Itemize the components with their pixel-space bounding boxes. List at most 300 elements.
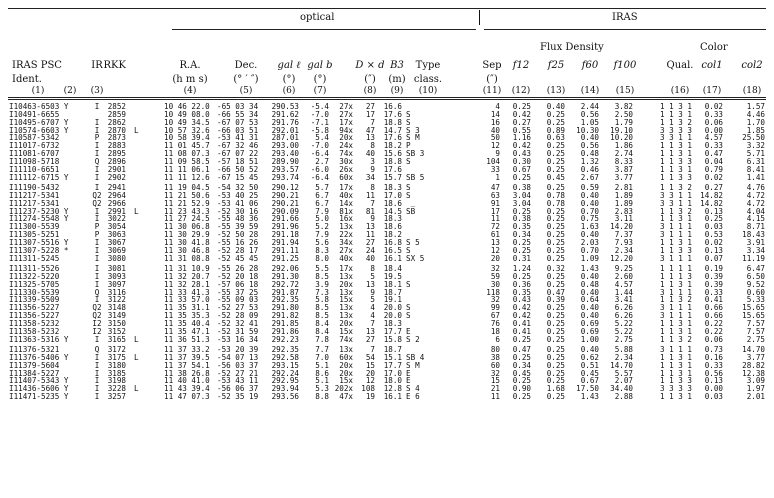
cell-f12: 0.90: [512, 384, 531, 394]
cell-diameter-minor: 27: [365, 334, 375, 344]
cell-ra: 11 32 20.7: [164, 271, 210, 281]
cell-f25: 0.25: [546, 141, 565, 151]
cell-f12: 0.25: [512, 206, 531, 216]
column-units-dxd: (″): [364, 74, 376, 85]
cell-col2: 11.19: [742, 253, 765, 263]
cell-diameter-major: 94x: [339, 125, 353, 135]
cell-b3-mag: 18.3: [383, 183, 402, 192]
cell-f25: 0.39: [546, 295, 565, 305]
column-header-ra: R.A.: [179, 60, 201, 71]
cell-type-class: SX 5: [406, 253, 425, 263]
cell-separation: 12: [490, 141, 500, 151]
cell-f100: 3.87: [614, 164, 633, 174]
cell-type-class: E: [406, 368, 411, 378]
cell-col1: 14.82: [700, 198, 723, 208]
cell-f100: 12.20: [610, 253, 633, 263]
cell-iras-ident: I11407-5343 Y: [9, 376, 69, 386]
cell-f60: 0.40: [580, 230, 599, 240]
cell-diameter-major: 13x: [339, 311, 353, 321]
cell-diameter-minor: 7: [370, 345, 375, 354]
cell-f60: 0.40: [580, 311, 599, 321]
cell-separation: 99: [490, 303, 500, 313]
cell-quality: 3 1 1 1: [660, 345, 693, 354]
cell-diameter-minor: 13: [365, 222, 375, 232]
cell-separation: 12: [490, 245, 500, 255]
column-number: (4): [183, 86, 197, 96]
cell-diameter-major: 24x: [339, 141, 353, 151]
cell-type-class: S 2: [406, 334, 420, 344]
cell-quality: 1 1 1 1: [660, 264, 693, 273]
cell-b3-mag: 15.8: [383, 334, 402, 344]
cell-quality: 1 1 1 3: [660, 271, 693, 281]
cell-diameter-minor: 54: [365, 352, 375, 362]
cell-iras-ident: I11081-6707: [9, 149, 60, 159]
cell-rkk-number: 2870: [107, 125, 126, 135]
cell-b3-mag: 17.0: [383, 368, 402, 378]
cell-ir-class: I: [94, 214, 100, 224]
cell-gal-l: 292.24: [271, 368, 299, 378]
cell-gal-b: -7.0: [310, 141, 329, 151]
cell-ir-class: I: [94, 295, 100, 305]
cell-gal-l: 290.53: [271, 102, 299, 111]
cell-b3-mag: 14.5: [383, 206, 402, 216]
cell-quality: 1 1 3 1: [660, 109, 693, 119]
cell-col2: 28.82: [742, 360, 765, 370]
column-units-b3: (m): [388, 74, 406, 85]
cell-col1: 0.03: [704, 392, 723, 402]
cell-f100: 5.22: [614, 318, 633, 328]
column-number: (11): [482, 86, 502, 96]
cell-b3-mag: 17.6: [383, 109, 402, 119]
cell-f25: 1.68: [546, 384, 565, 394]
cell-dec: -53 16 34: [217, 334, 259, 344]
cell-type-class: SB 5: [406, 172, 425, 182]
cell-ra: 11 43 39.4: [164, 384, 210, 394]
cell-rkk-number: 2966: [107, 198, 126, 208]
cell-type-class: SB̅: [406, 206, 416, 216]
cell-dec: -56 06 37: [217, 384, 259, 394]
cell-diameter-minor: 27: [365, 237, 375, 247]
column-number: (1): [31, 86, 45, 96]
cell-f12: 0.42: [512, 303, 531, 313]
cell-f60: 0.40: [580, 303, 599, 313]
cell-rkk-number: 2964: [107, 190, 126, 200]
cell-gal-b: 6.7: [315, 190, 329, 200]
cell-quality: 1 1 3 1: [660, 318, 693, 328]
cell-gal-b: -5.8: [310, 125, 329, 135]
cell-diameter-minor: 7: [370, 318, 375, 328]
cell-b3-mag: 18.0: [383, 376, 402, 386]
cell-f12: 0.35: [512, 222, 531, 232]
cell-dec: -55 39 59: [217, 222, 259, 232]
cell-separation: 32: [490, 295, 500, 305]
cell-separation: 104: [486, 156, 500, 166]
cell-gal-l: 292.35: [271, 345, 299, 354]
cell-dec: -56 03 37: [217, 360, 259, 370]
cell-f100: 14.20: [610, 222, 633, 232]
cell-f60: 1.32: [580, 156, 599, 166]
cell-col2: 3.34: [746, 245, 765, 255]
cell-gal-b: -6.4: [310, 172, 329, 182]
cell-col2: 1.85: [746, 125, 765, 135]
cell-dec: -54 32 50: [217, 183, 259, 192]
cell-col2: 4.04: [746, 206, 765, 216]
cell-f12: 0.25: [512, 334, 531, 344]
cell-iras-ident: I11311-5245: [9, 253, 60, 263]
cell-diameter-minor: 4: [370, 303, 375, 313]
cell-ra: 11 47 07.3: [164, 392, 210, 402]
cell-f12: 0.34: [512, 230, 531, 240]
cell-separation: 17: [490, 206, 500, 216]
cell-col2: 0.60: [746, 287, 765, 297]
cell-b3-mag: 20.0: [383, 311, 402, 321]
cell-f100: 3.41: [614, 295, 633, 305]
cell-ra: 11 32 28.1: [164, 279, 210, 289]
cell-quality: 1 1 3 1: [660, 279, 693, 289]
cell-f25: 0.25: [546, 279, 565, 289]
cell-diameter-minor: 7: [370, 117, 375, 127]
cell-col1: 0.07: [704, 253, 723, 263]
cell-f60: 0.75: [580, 214, 599, 224]
cell-ra: 11 11 12.6: [164, 172, 210, 182]
cell-type-class: S M: [406, 360, 420, 370]
cell-f12: 0.31: [512, 253, 531, 263]
cell-separation: 47: [490, 183, 500, 192]
cell-gal-l: 291.62: [271, 109, 299, 119]
cell-f12: 1.24: [512, 264, 531, 273]
cell-b3-mag: 15.7: [383, 172, 402, 182]
cell-diameter-minor: 15: [365, 360, 375, 370]
cell-diameter-minor: 5: [370, 271, 375, 281]
cell-ra: 11 31 08.8: [164, 253, 210, 263]
cell-col1: 0.73: [704, 345, 723, 354]
flux-density-header: Flux Density: [540, 42, 604, 53]
cell-iras-ident: I11112-6715 Y: [9, 172, 69, 182]
cell-rkk-number: 3022: [107, 214, 126, 224]
cell-diameter-major: 40x: [339, 190, 353, 200]
cell-gal-b: 7.0: [315, 352, 329, 362]
cell-iras-ident: I11017-6732: [9, 141, 60, 151]
cell-ra: 11 35 47.1: [164, 326, 210, 336]
cell-separation: 67: [490, 311, 500, 321]
cell-quality: 1 1 3 2: [660, 117, 693, 127]
cell-iras-ident: I11376-5321: [9, 345, 60, 354]
cell-gal-b: 8.0: [315, 253, 329, 263]
cell-ir-class: Q2: [92, 303, 102, 313]
cell-b3-mag: 18.7: [383, 345, 402, 354]
cell-col2: 7.57: [746, 326, 765, 336]
cell-ra: 11 30 41.8: [164, 237, 210, 247]
cell-col1: 0.53: [704, 230, 723, 240]
cell-separation: 40: [490, 125, 500, 135]
cell-gal-b: 8.6: [315, 368, 329, 378]
cell-b3-mag: 18.4: [383, 264, 402, 273]
optical-group-rule: [172, 29, 476, 30]
cell-gal-l: 291.87: [271, 287, 299, 297]
cell-dec: -52 27 21: [217, 368, 259, 378]
cell-col1: 0.79: [704, 164, 723, 174]
cell-dec: -53 20 39: [217, 345, 259, 354]
cell-iras-ident: I11217-5341: [9, 198, 60, 208]
cell-diameter-minor: 8: [370, 141, 375, 151]
cell-f25: 0.25: [546, 326, 565, 336]
cell-gal-l: 293.57: [271, 164, 299, 174]
cell-gal-l: 291.96: [271, 222, 299, 232]
cell-f12: 0.42: [512, 311, 531, 321]
cell-col1: 0.33: [704, 360, 723, 370]
cell-col2: 12.38: [742, 368, 765, 378]
cell-dec: -52 32 41: [217, 318, 259, 328]
cell-ir-class: I2: [92, 326, 102, 336]
cell-f25: 0.25: [546, 253, 565, 263]
cell-iras-ident: I11356-5227: [9, 303, 60, 313]
cell-gal-b: 6.7: [315, 198, 329, 208]
cell-gal-b: 8.5: [315, 271, 329, 281]
cell-b3-mag: 12.8: [383, 384, 402, 394]
cell-dec: -53 40 25: [217, 190, 259, 200]
cell-ir-class: Q2: [92, 311, 102, 321]
cell-gal-l: 292.23: [271, 334, 299, 344]
column-header-f12: f12: [512, 60, 530, 71]
cell-col2: 6.31: [746, 156, 765, 166]
cell-rkk-number: 3054: [107, 222, 126, 232]
cell-f60: 2.67: [580, 172, 599, 182]
cell-gal-l: 291.80: [271, 303, 299, 313]
cell-separation: 38: [490, 352, 500, 362]
cell-quality: 3 3 1 1: [660, 190, 693, 200]
cell-col2: 3.32: [746, 141, 765, 151]
cell-separation: 18: [490, 326, 500, 336]
cell-type-class: S: [406, 311, 411, 321]
cell-gal-l: 287.01: [271, 133, 299, 143]
cell-separation: 21: [490, 384, 500, 394]
cell-l-flag: L: [134, 384, 139, 394]
cell-ra: 11 40 41.0: [164, 376, 210, 386]
cell-iras-ident: I11339-5509: [9, 295, 60, 305]
cell-f12: 0.25: [512, 352, 531, 362]
cell-col1: 4.57: [704, 133, 723, 143]
cell-f25: 0.25: [546, 230, 565, 240]
cell-dec: -55 48 36: [217, 214, 259, 224]
cell-col2: 8.41: [746, 164, 765, 174]
cell-f100: 10.20: [610, 133, 633, 143]
cell-rkk-number: 3257: [107, 392, 126, 402]
cell-ir-class: I: [94, 392, 100, 402]
cell-col2: 25.50: [742, 133, 765, 143]
cell-diameter-minor: 40: [365, 149, 375, 159]
cell-ir-class: I: [94, 141, 100, 151]
cell-gal-l: 291.30: [271, 271, 299, 281]
cell-f100: 5.88: [614, 345, 633, 354]
cell-col2: 15.65: [742, 303, 765, 313]
cell-col2: 4.76: [746, 183, 765, 192]
cell-col2: 1.70: [746, 117, 765, 127]
column-number: (7): [313, 86, 327, 96]
cell-l-flag: L: [134, 125, 139, 135]
cell-dec: -57 06 18: [217, 279, 259, 289]
cell-rkk-number: 3116: [107, 287, 126, 297]
cell-col2: 18.43: [742, 230, 765, 240]
cell-f25: 0.25: [546, 334, 565, 344]
cell-rkk-number: 3150: [107, 318, 126, 328]
cell-gal-b: 7.9: [315, 206, 329, 216]
cell-type-class: S 4: [406, 384, 420, 394]
cell-iras-ident: I11217-5341: [9, 190, 60, 200]
cell-diameter-minor: 19: [365, 392, 375, 402]
cell-f100: 2.81: [614, 183, 633, 192]
cell-ra: 11 30 29.9: [164, 230, 210, 240]
header-separator-bar: [479, 10, 480, 25]
cell-b3-mag: 16.6: [383, 102, 402, 111]
cell-col2: 6.47: [746, 264, 765, 273]
cell-col1: 0.25: [704, 214, 723, 224]
cell-f25: 0.40: [546, 102, 565, 111]
cell-f25: 0.25: [546, 206, 565, 216]
cell-dec: -52 30 16: [217, 206, 259, 216]
cell-f25: 0.25: [546, 392, 565, 402]
cell-f60: 1.63: [580, 222, 599, 232]
cell-ra: 11 23 43.3: [164, 206, 210, 216]
cell-iras-ident: I11358-5232: [9, 318, 60, 328]
cell-rkk-number: 3185: [107, 368, 126, 378]
cell-ir-class: I: [94, 245, 100, 255]
cell-f100: 2.75: [614, 334, 633, 344]
cell-rkk-number: 3152: [107, 326, 126, 336]
cell-col1: 0.39: [704, 271, 723, 281]
cell-ir-class: Q2: [92, 190, 102, 200]
cell-iras-ident: I11384-5227: [9, 368, 60, 378]
cell-gal-l: 291.94: [271, 237, 299, 247]
cell-separation: 11: [490, 392, 500, 402]
cell-rkk-number: 3067: [107, 237, 126, 247]
cell-gal-l: 291.66: [271, 214, 299, 224]
cell-ra: 11 37 54.1: [164, 360, 210, 370]
cell-diameter-major: 27x: [339, 109, 353, 119]
column-units-type: class.: [413, 74, 443, 85]
cell-f60: 0.40: [580, 133, 599, 143]
cell-b3-mag: 18.2: [383, 230, 402, 240]
cell-col1: 0.66: [704, 311, 723, 321]
cell-f100: 2.74: [614, 149, 633, 159]
cell-rkk-number: 3180: [107, 360, 126, 370]
cell-col2: 8.71: [746, 222, 765, 232]
cell-col2: 9.52: [746, 279, 765, 289]
cell-iras-ident: I11307-5516 Y: [9, 237, 69, 247]
cell-type-class: S: [406, 183, 411, 192]
cell-col1: 0.02: [704, 172, 723, 182]
cell-col2: 2.75: [746, 334, 765, 344]
cell-f100: 2.07: [614, 376, 633, 386]
cell-col1: 0.13: [704, 245, 723, 255]
cell-ra: 11 21 50.6: [164, 190, 210, 200]
column-number: (5): [239, 86, 253, 96]
cell-quality: 1 1 3 1: [660, 141, 693, 151]
cell-b3-mag: 17.6: [383, 164, 402, 174]
cell-separation: 63: [490, 190, 500, 200]
cell-gal-b: -7.0: [310, 109, 329, 119]
cell-col2: 3.09: [746, 376, 765, 386]
cell-ir-class: P: [94, 230, 100, 240]
cell-f12: 0.30: [512, 156, 531, 166]
cell-l-flag: L: [134, 206, 139, 216]
cell-dec: -67 07 53: [217, 117, 259, 127]
cell-diameter-minor: 13: [365, 133, 375, 143]
column-number: (17): [702, 86, 722, 96]
cell-b3-mag: 16.1: [383, 253, 402, 263]
cell-b3-mag: 18.3: [383, 214, 402, 224]
cell-f100: 5.57: [614, 368, 633, 378]
cell-b3-mag: 20.0: [383, 303, 402, 313]
cell-b3-mag: 16.8: [383, 237, 402, 247]
cell-diameter-minor: 17: [365, 109, 375, 119]
cell-b3-mag: 17.7: [383, 360, 402, 370]
cell-rkk-number: 2902: [107, 172, 126, 182]
cell-gal-l: 291.25: [271, 253, 299, 263]
cell-col1: 0.41: [704, 295, 723, 305]
column-header-dec: Dec.: [234, 60, 258, 71]
cell-gal-l: 293.94: [271, 384, 299, 394]
cell-ir-class: P: [94, 222, 100, 232]
cell-col2: 1.97: [746, 384, 765, 394]
cell-dec: -54 07 13: [217, 352, 259, 362]
cell-col2: 15.65: [742, 311, 765, 321]
cell-quality: 1 1 3 1: [660, 326, 693, 336]
cell-diameter-major: 17x: [339, 183, 353, 192]
cell-f12: 0.43: [512, 149, 531, 159]
column-header-galb: gal b: [307, 60, 333, 71]
optical-group-header: optical: [300, 12, 335, 23]
cell-diameter-major: 13x: [339, 287, 353, 297]
cell-rkk-number: 3080: [107, 253, 126, 263]
cell-col2: 1.57: [746, 102, 765, 111]
cell-f12: 0.27: [512, 117, 531, 127]
cell-gal-l: 290.12: [271, 183, 299, 192]
cell-col1: 0.00: [704, 384, 723, 394]
cell-f60: 17.50: [576, 384, 599, 394]
cell-col1: 0.33: [704, 109, 723, 119]
cell-gal-l: 291.86: [271, 326, 299, 336]
cell-f100: 4.57: [614, 279, 633, 289]
cell-ir-class: I: [94, 368, 100, 378]
cell-diameter-major: 15x: [339, 376, 353, 386]
cell-f12: 3.04: [512, 198, 531, 208]
cell-iras-ident: I11274-5548 Y: [9, 214, 69, 224]
cell-col2: 5.33: [746, 295, 765, 305]
column-number: (2): [63, 86, 77, 96]
cell-dec: -55 09 03: [217, 295, 259, 305]
cell-ra: 10 49 34.5: [164, 117, 210, 127]
cell-b3-mag: 17.7: [383, 326, 402, 336]
cell-diameter-major: 30x: [339, 156, 353, 166]
cell-gal-l: 291.85: [271, 318, 299, 328]
cell-f100: 1.44: [614, 287, 633, 297]
cell-gal-l: 292.35: [271, 295, 299, 305]
cell-gal-b: 7.8: [315, 334, 329, 344]
cell-ra: 11 37 39.5: [164, 352, 210, 362]
column-header-ir: IR: [91, 60, 103, 71]
cell-type-class: S: [406, 109, 411, 119]
cell-diameter-minor: 13: [365, 279, 375, 289]
column-number: (18): [742, 86, 762, 96]
cell-f100: 2.34: [614, 245, 633, 255]
cell-b3-mag: 16.5: [383, 245, 402, 255]
cell-gal-l: 293.74: [271, 172, 299, 182]
cell-f25: 0.25: [546, 368, 565, 378]
cell-diameter-minor: 8: [370, 264, 375, 273]
cell-gal-l: 292.58: [271, 352, 299, 362]
cell-gal-b: 8.4: [315, 318, 329, 328]
cell-quality: 3 1 1 1: [660, 303, 693, 313]
